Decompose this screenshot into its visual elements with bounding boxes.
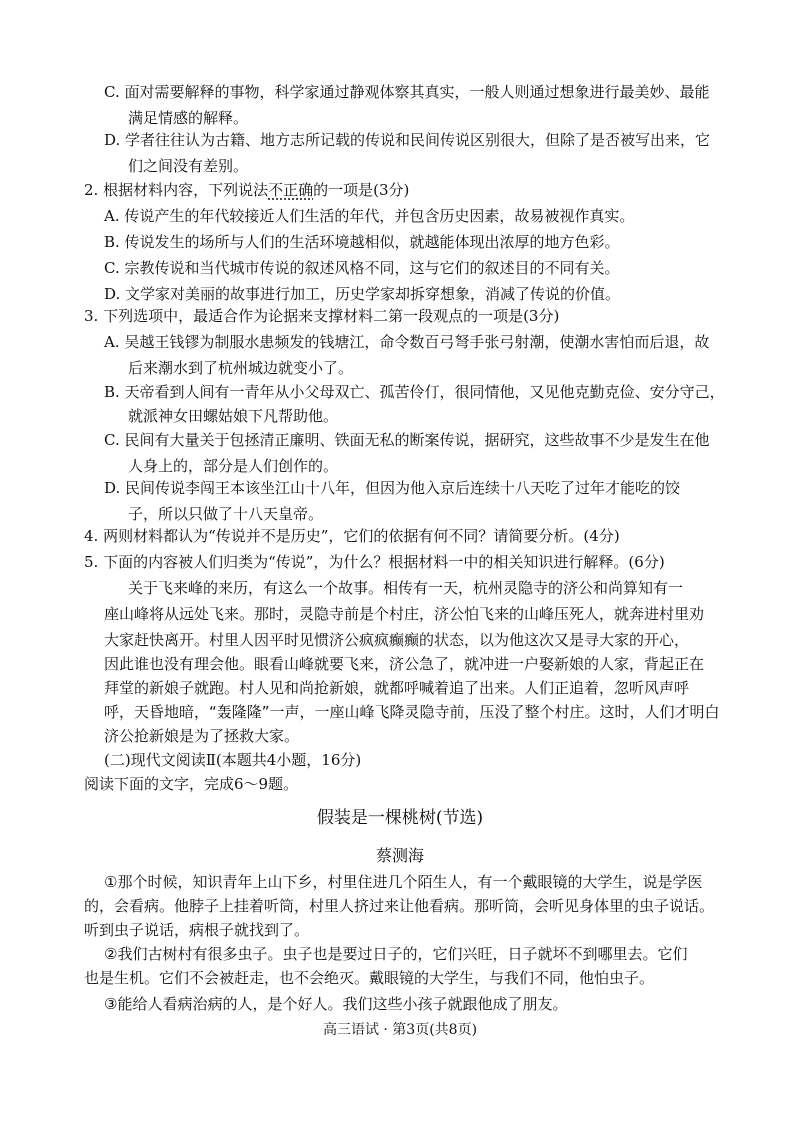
q3-option-a-line2: 后来潮水到了杭州城边就变小了。	[128, 359, 354, 377]
article-p1-line1: ①那个时候，知识青年上山下乡，村里住进几个陌生人，有一个戴眼镜的大学生，说是学医	[104, 873, 703, 891]
article-title: 假装是一棵桃树(节选)	[316, 808, 484, 828]
q2-stem-emphasis: 不正确	[268, 181, 314, 199]
article-p1-line2: 的，会看病。他脖子上挂着听筒，村里人挤过来让他看病。那听筒，会听见身体里的虫子说话。	[84, 897, 715, 915]
q3-stem: 3. 下列选项中，最适合作为论据来支撑材料二第一段观点的一项是(3分)	[84, 307, 560, 325]
q3-option-b-line2: 就派神女田螺姑娘下凡帮助他。	[128, 407, 339, 425]
q2-option-a: A. 传说产生的年代较接近人们生活的年代，并包含历史因素，故易被视作真实。	[104, 207, 635, 225]
article-p3-line1: ③能给人看病治病的人，是个好人。我们这些小孩子就跟他成了朋友。	[104, 995, 568, 1013]
q2-option-d: D. 文学家对美丽的故事进行加工，历史学家却拆穿想象，消减了传说的价值。	[104, 285, 621, 303]
q5-passage-line1: 关于飞来峰的来历，有这么一个故事。相传有一天，杭州灵隐寺的济公和尚算知有一	[128, 579, 684, 597]
article-p2-line1: ②我们古树村有很多虫子。虫子也是要过日子的，它们兴旺，日子就坏不到哪里去。它们	[104, 945, 688, 963]
q4-stem: 4. 两则材料都认为“传说并不是历史”，它们的依据有何不同？请简要分析。(4分)	[84, 527, 620, 545]
q5-stem: 5. 下面的内容被人们归类为“传说”，为什么？根据材料一中的相关知识进行解释。(6分)	[84, 553, 665, 571]
q2-stem-pre: 2. 根据材料内容，下列说法	[84, 181, 269, 199]
q2-option-c: C. 宗教传说和当代城市传说的叙述风格不同，这与它们的叙述目的不同有关。	[104, 259, 620, 277]
q5-passage-line5: 拜堂的新娘子就跑。村人见和尚抢新娘，就都呼喊着追了出来。人们正追着，忽听风声呼	[104, 679, 690, 697]
q5-passage-line2: 座山峰将从远处飞来。那时，灵隐寺前是个村庄，济公怕飞来的山峰压死人，就奔进村里劝	[104, 605, 705, 623]
q3-option-c-line2: 人身上的，部分是人们创作的。	[128, 457, 339, 475]
article-p1-line3: 听到虫子说话，病根子就找到了。	[84, 921, 310, 939]
q5-passage-line4: 因此谁也没有理会他。眼看山峰就要飞来，济公急了，就冲进一户娶新娘的人家，背起正在	[104, 655, 705, 673]
q3-option-c-line1: C. 民间有大量关于包拯清正廉明、铁面无私的断案传说，据研究，这些故事不少是发生在他	[104, 431, 710, 449]
q1-option-c-line1: C. 面对需要解释的事物，科学家通过静观体察其真实，一般人则通过想象进行最美妙、最能	[104, 83, 710, 101]
q1-option-c-line2: 满足情感的解释。	[128, 109, 249, 127]
q2-option-b: B. 传说发生的场所与人们的生活环境越相似，就越能体现出浓厚的地方色彩。	[104, 233, 620, 251]
q2-stem	[84, 180, 409, 200]
q5-passage-line3: 大家赶快离开。村里人因平时见惯济公疯疯癫癫的状态，以为他这次又是寻大家的开心，	[104, 631, 690, 649]
q5-passage-line7: 济公抢新娘是为了拯救大家。	[104, 727, 300, 745]
article-p2-line2: 也是生机。它们不会被赶走，也不会绝灭。戴眼镜的大学生，与我们不同，他怕虫子。	[84, 969, 655, 987]
q2-stem-post: 的一项是(3分)	[313, 181, 410, 199]
q3-option-d-line2: 子，所以只做了十八天皇帝。	[128, 505, 324, 523]
q5-passage-line6: 呼，天昏地暗，“轰隆隆”一声，一座山峰飞降灵隐寺前，压没了整个村庄。这时，人们才明白	[104, 703, 720, 721]
q3-option-b-line1: B. 天帝看到人间有一青年从小父母双亡、孤苦伶仃，很同情他，又见他克勤克俭、安分守己，	[104, 383, 725, 401]
article-author: 蔡测海	[375, 846, 424, 865]
q3-option-d-line1: D. 民间传说李闯王本该坐江山十八年，但因为他入京后连续十八天吃了过年才能吃的饺	[104, 479, 681, 497]
section2-instruction: 阅读下面的文字，完成6～9题。	[84, 775, 299, 793]
q1-option-d-line1: D. 学者往往认为古籍、地方志所记载的传说和民间传说区别很大，但除了是否被写出来，它	[104, 131, 711, 149]
q1-option-d-line2: 们之间没有差别。	[128, 157, 249, 175]
page-footer: 高三语试 · 第3页(共8页)	[322, 1022, 478, 1038]
q3-option-a-line1: A. 吴越王钱镠为制服水患频发的钱塘江，命令数百弓弩手张弓射潮，使潮水害怕而后退，故	[104, 333, 710, 351]
section2-heading: (二)现代文阅读Ⅱ(本题共4小题，16分)	[104, 751, 362, 769]
